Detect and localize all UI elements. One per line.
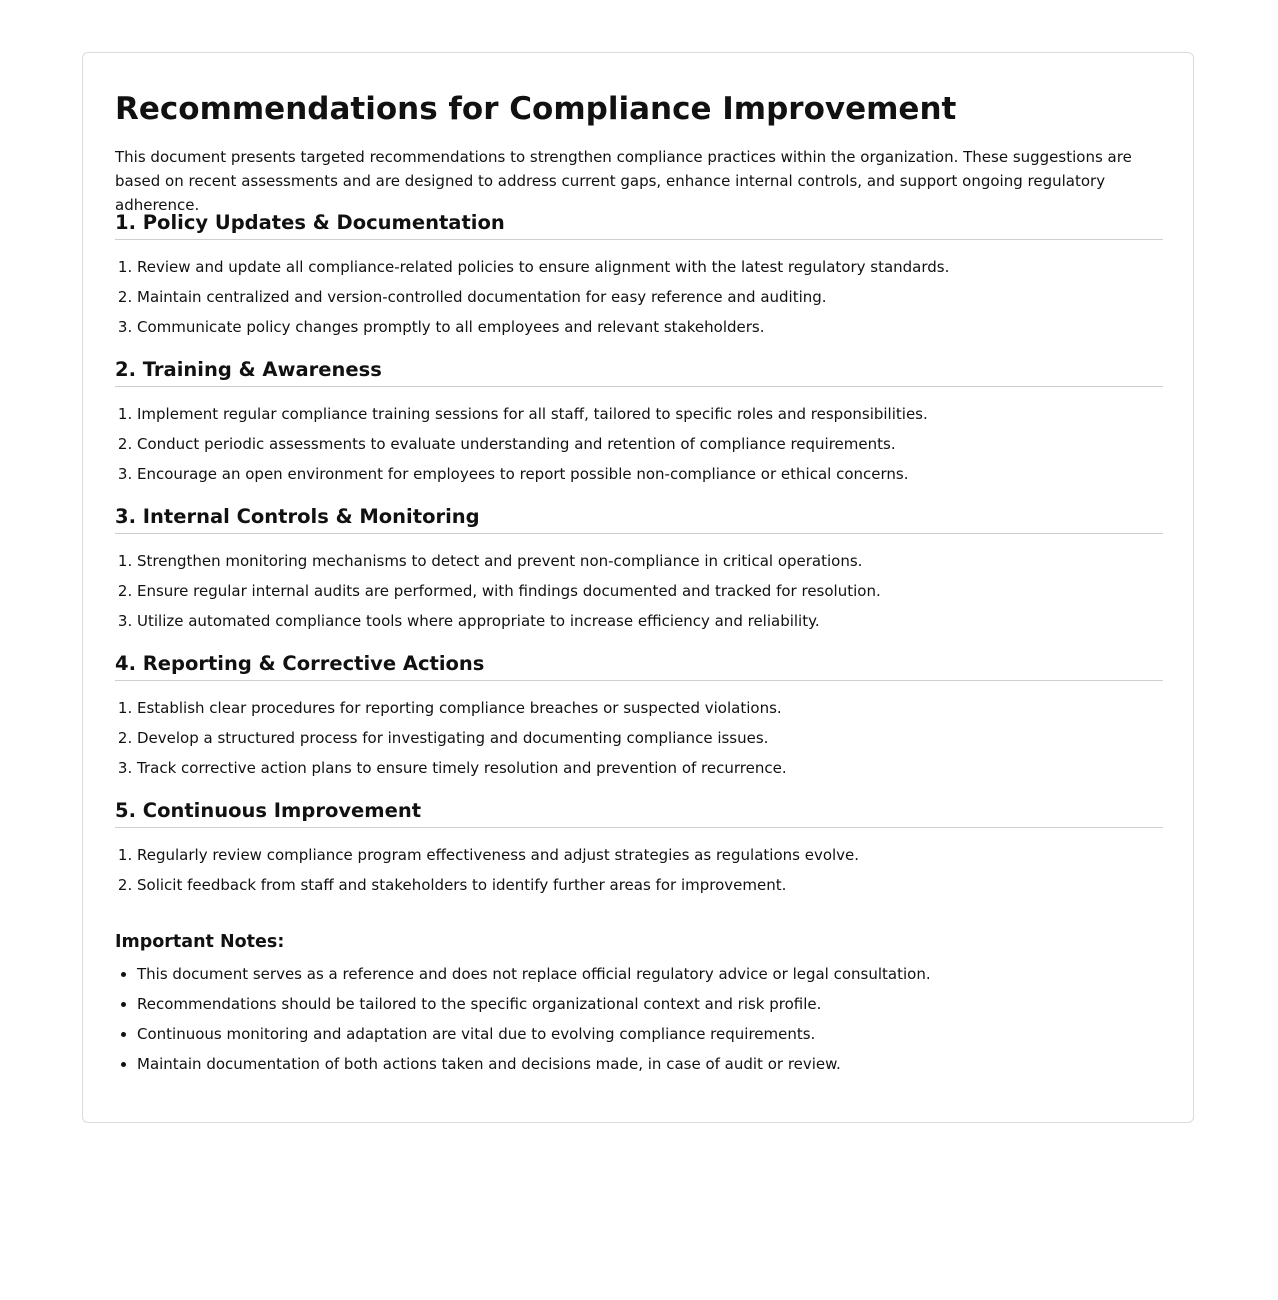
section-heading: 1. Policy Updates & Documentation <box>115 209 1163 240</box>
section-internal-controls <box>115 503 1163 636</box>
section-heading: 3. Internal Controls & Monitoring <box>115 503 1163 534</box>
recommendation-list <box>115 252 1163 342</box>
section-heading: 4. Reporting & Corrective Actions <box>115 650 1163 681</box>
notes-list <box>115 959 1163 1079</box>
section-training-awareness <box>115 356 1163 489</box>
notes-heading: Important Notes: <box>115 932 285 952</box>
list-item: • Recommendations should be tailored to the specific organizational context and risk profile. <box>137 989 1163 1019</box>
list-item: 3. Track corrective action plans to ensure timely resolution and prevention of recurrence. <box>137 753 1163 783</box>
recommendation-list <box>115 693 1163 783</box>
recommendation-list <box>115 840 1163 900</box>
list-item: 2. Ensure regular internal audits are performed, with findings documented and tracked for resolution. <box>137 576 1163 606</box>
page-title: Recommendations for Compliance Improvement <box>115 91 957 127</box>
list-item: 2. Maintain centralized and version-controlled documentation for easy reference and auditing. <box>137 282 1163 312</box>
recommendation-list <box>115 399 1163 489</box>
recommendation-list <box>115 546 1163 636</box>
list-item: 1. Regularly review compliance program effectiveness and adjust strategies as regulations evolve. <box>137 840 1163 870</box>
section-heading: 5. Continuous Improvement <box>115 797 1163 828</box>
section-reporting-corrective <box>115 650 1163 783</box>
important-notes <box>115 929 1163 1079</box>
section-heading: 2. Training & Awareness <box>115 356 1163 387</box>
list-item: 2. Solicit feedback from staff and stakeholders to identify further areas for improvement. <box>137 870 1163 900</box>
document-card <box>82 52 1194 1123</box>
intro-paragraph: This document presents targeted recommendations to strengthen compliance practices within the organization. These suggestions are based on recent assessments and are designed to address current gaps, enhance internal controls, and support ongoing regulatory adherence. <box>115 148 1132 214</box>
list-item: 2. Develop a structured process for investigating and documenting compliance issues. <box>137 723 1163 753</box>
list-item: 1. Establish clear procedures for reporting compliance breaches or suspected violations. <box>137 693 1163 723</box>
list-item: 3. Communicate policy changes promptly to all employees and relevant stakeholders. <box>137 312 1163 342</box>
list-item: 1. Review and update all compliance-related policies to ensure alignment with the latest regulatory standards. <box>137 252 1163 282</box>
section-continuous-improvement <box>115 797 1163 900</box>
section-policy-updates <box>115 209 1163 342</box>
list-item: • Maintain documentation of both actions taken and decisions made, in case of audit or review. <box>137 1049 1163 1079</box>
list-item: 1. Strengthen monitoring mechanisms to detect and prevent non-compliance in critical operations. <box>137 546 1163 576</box>
list-item: 1. Implement regular compliance training sessions for all staff, tailored to specific roles and responsibilities. <box>137 399 1163 429</box>
list-item: 3. Encourage an open environment for employees to report possible non-compliance or ethical concerns. <box>137 459 1163 489</box>
list-item: • This document serves as a reference and does not replace official regulatory advice or legal consultation. <box>137 959 1163 989</box>
list-item: • Continuous monitoring and adaptation are vital due to evolving compliance requirements. <box>137 1019 1163 1049</box>
list-item: 2. Conduct periodic assessments to evaluate understanding and retention of compliance requirements. <box>137 429 1163 459</box>
list-item: 3. Utilize automated compliance tools where appropriate to increase efficiency and reliability. <box>137 606 1163 636</box>
